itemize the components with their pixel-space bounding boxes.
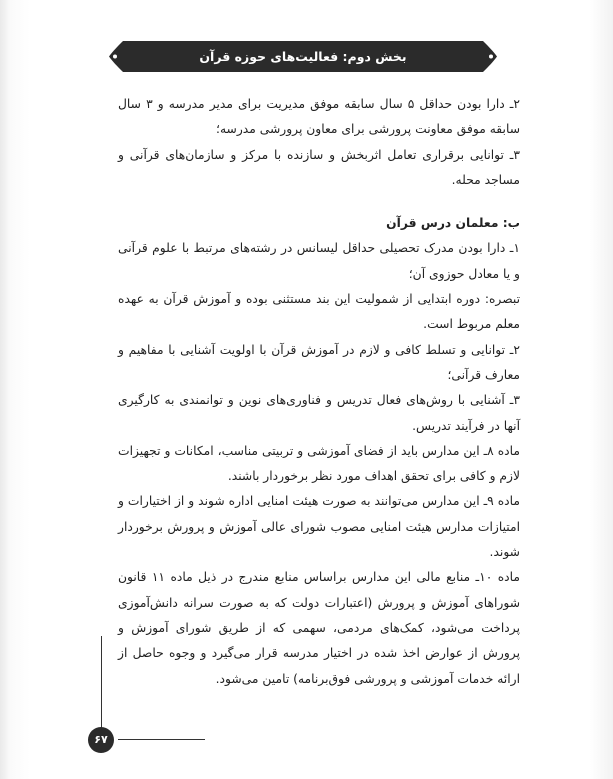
paragraph-note: تبصره: دوره ابتدایی از شمولیت این بند مستثنی بوده و آموزش قرآن به عهده معلم مربوط است. [118,292,520,332]
paragraph-b-item-3: ۳ـ آشنایی با روش‌های فعال تدریس و فناوری‌های نوین و توانمندی به کارگیری آنها در فرآیند تدریس. [118,393,520,433]
paragraph-b-item-2: ۲ـ توانایی و تسلط کافی و لازم در آموزش قرآن با اولویت آشنایی با مفاهیم و معارف قرآنی؛ [118,342,520,382]
paragraph-article-9: ماده ۹ـ این مدارس می‌توانند به صورت هیئت امنایی اداره شوند و از اختیارات و امتیازات مدارس هیئت امنایی مصوب شورای عالی آموزش و پرورش برخوردار شوند. [118,494,520,560]
document-body [118,92,520,692]
paragraph-b-item-1: ۱ـ دارا بودن مدرک تحصیلی حداقل لیسانس در رشته‌های مرتبط با علوم قرآنی و یا معادل حوزوی آن؛ [118,241,520,281]
footer-horizontal-rule [118,739,205,740]
margin-vertical-rule [101,636,102,740]
section-heading-b: ب: معلمان درس قرآن [386,216,520,231]
paragraph-item-2: ۲ـ دارا بودن حداقل ۵ سال سابقه موفق مدیریت برای مدیر مدرسه و ۳ سال سابقه موفق معاونت پرورشی برای معاون پرورشی مدرسه؛ [118,97,520,137]
paragraph-article-10: ماده ۱۰ـ منابع مالی این مدارس براساس منابع مندرج در ذیل ماده ۱۱ قانون شوراهای آموزش و پرورش (اعتبارات دولت که به صورت سرانه دانش‌آموزی پرداخت می‌شود، کمک‌های مردمی، سهمی که از طریق شورای آموزش و پرورش از عوارض اخذ شده در اختیار مدرسه قرار می‌گیرد و وجوه حاصل از ارائه خدمات آموزشی و پرورشی فوق‌برنامه) تامین می‌شود. [118,570,520,686]
paragraph-item-3: ۳ـ توانایی برقراری تعامل اثربخش و سازنده با مرکز و سازمان‌های قرآنی و مساجد محله. [118,147,520,187]
chapter-header-banner [109,41,497,72]
page-number: ۶۷ [88,727,114,753]
chapter-header-title: بخش دوم: فعالیت‌های حوزه قرآن [199,49,407,64]
paragraph-article-8: ماده ۸ـ این مدارس باید از فضای آموزشی و تربیتی مناسب، امکانات و تجهیزات لازم و کافی برای تحقق اهداف مورد نظر برخوردار باشند. [118,443,520,484]
